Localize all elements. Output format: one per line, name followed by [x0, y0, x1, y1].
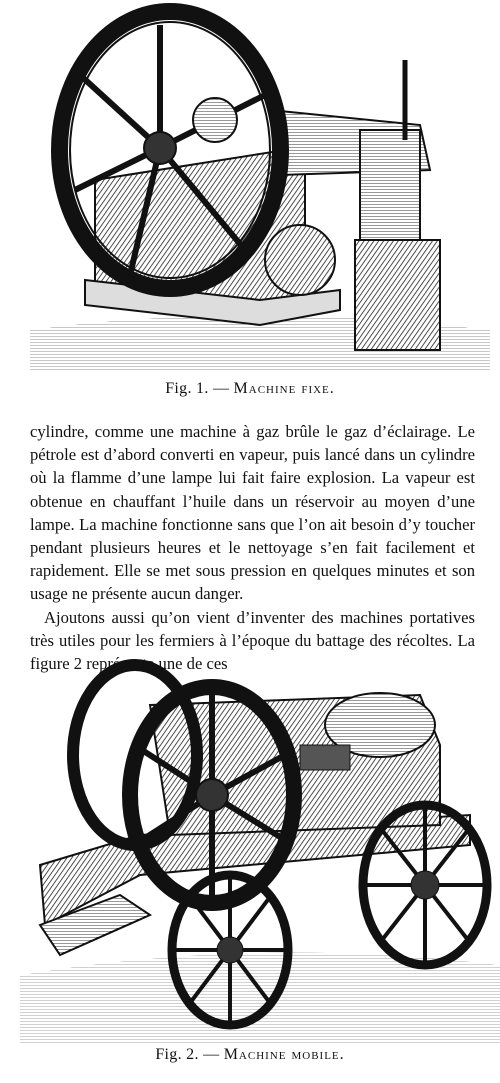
paragraph-2: Ajoutons aussi qu’on vient d’inventer des machines portatives très utiles pour les fermiers à l’époque du battage des récoltes. La figure 2 représente une de ces [30, 607, 475, 674]
figure-1-engraving [0, 0, 500, 372]
figure-1-caption-prefix: Fig. 1. — [165, 380, 234, 397]
figure-2-engraving [0, 625, 500, 1045]
figure-1-caption-title: Machine fixe. [233, 380, 335, 397]
figure-2-caption-prefix: Fig. 2. — [155, 1046, 224, 1063]
paragraph-1: cylindre, comme une machine à gaz brûle le gaz d’éclairage. Le pétrole est d’abord converti en vapeur, puis lancé dans un cylindre où la flamme d’une lampe lui fait faire explosion. La vapeur est obtenue en chauffant l’huile dans un réservoir au moyen d’une lampe. La machine fonctionne sans que l’on ait besoin d’y toucher pendant plusieurs heures et le nettoyage s’en fait facilement et rapidement. Elle se met sous pression en quelques minutes et son usage ne présente aucun danger. [30, 422, 475, 604]
figure-2-caption-title: Machine mobile. [223, 1046, 345, 1063]
figure-1-caption [0, 380, 500, 398]
figure-2-caption [0, 1046, 500, 1064]
